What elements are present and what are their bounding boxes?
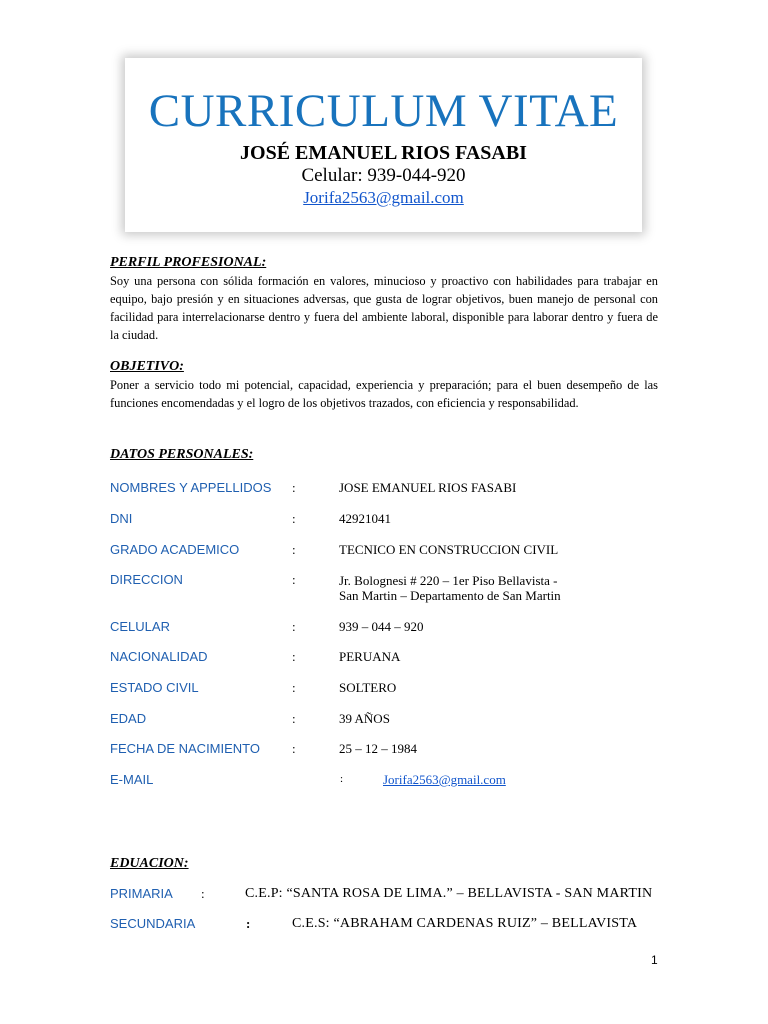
cv-title: CURRICULUM VITAE <box>148 85 619 137</box>
estado-civil-value: SOLTERO <box>339 680 397 695</box>
celular-value: 939 – 044 – 920 <box>339 619 424 634</box>
primaria-label: PRIMARIA <box>110 886 173 901</box>
edad-label: EDAD <box>110 711 147 726</box>
educacion-row-secundaria <box>0 916 768 940</box>
objetivo-heading: OBJETIVO: <box>110 359 184 374</box>
datos-heading: DATOS PERSONALES: <box>110 447 254 462</box>
educacion-heading: EDUACION: <box>110 856 189 871</box>
fecha-nacimiento-value: 25 – 12 – 1984 <box>339 741 417 756</box>
datos-row-email <box>0 772 768 808</box>
estado-civil-label: ESTADO CIVIL <box>110 680 199 695</box>
colon: : <box>340 773 344 785</box>
colon: : <box>292 542 296 557</box>
nombres-value: JOSE EMANUEL RIOS FASABI <box>339 480 517 495</box>
grado-value: TECNICO EN CONSTRUCCION CIVIL <box>339 542 559 557</box>
direccion-line1: Jr. Bolognesi # 220 – 1er Piso Bellavista - <box>339 573 558 588</box>
secundaria-value: C.E.S: “ABRAHAM CARDENAS RUIZ” – BELLAVISTA <box>292 916 638 931</box>
nombres-label: NOMBRES Y APPELLIDOS <box>110 480 272 495</box>
celular-label: CELULAR <box>110 619 170 634</box>
email-link[interactable]: Jorifa2563@gmail.com <box>383 772 506 787</box>
page-number: 1 <box>651 953 658 967</box>
colon: : <box>292 572 296 587</box>
header-email-link[interactable]: Jorifa2563@gmail.com <box>303 188 464 207</box>
colon: : <box>292 649 296 664</box>
perfil-text: Soy una persona con sólida formación en valores, minucioso y proactivo con habilidades para trabajar en equipo, bajo presión y en situaciones adversas, que gusta de lograr objetivos, buen manejo de personal con facilidad para interrelacionarse dentro y fuera del ambiente laboral, disponible para laborar dentro y fuera de la ciudad. <box>110 274 658 342</box>
colon: : <box>292 680 296 695</box>
colon: : <box>292 741 296 756</box>
dni-value: 42921041 <box>339 511 391 526</box>
fecha-nacimiento-label: FECHA DE NACIMIENTO <box>110 741 261 756</box>
email-label: E-MAIL <box>110 772 154 787</box>
primaria-value: C.E.P: “SANTA ROSA DE LIMA.” – BELLAVISTA - SAN MARTIN <box>245 886 653 901</box>
colon: : <box>201 886 205 901</box>
educacion-row-primaria <box>0 886 768 910</box>
header-box <box>125 58 642 232</box>
dni-label: DNI <box>110 511 133 526</box>
colon: : <box>292 711 296 726</box>
nacionalidad-value: PERUANA <box>339 649 401 664</box>
secundaria-label: SECUNDARIA <box>110 916 196 931</box>
colon: : <box>292 480 296 495</box>
objetivo-text: Poner a servicio todo mi potencial, capacidad, experiencia y preparación; para el buen desempeño de las funciones encomendadas y el logro de los objetivos trazados, con eficiencia y responsabilidad. <box>110 378 658 410</box>
nacionalidad-label: NACIONALIDAD <box>110 649 208 664</box>
direccion-label: DIRECCION <box>110 572 183 587</box>
colon: : <box>246 916 251 931</box>
datos-row-direccion <box>0 572 768 612</box>
colon: : <box>292 511 296 526</box>
header-phone: Celular: 939-044-920 <box>301 165 466 186</box>
grado-label: GRADO ACADEMICO <box>110 542 240 557</box>
direccion-line2: San Martin – Departamento de San Martin <box>339 588 561 603</box>
colon: : <box>292 619 296 634</box>
perfil-heading: PERFIL PROFESIONAL: <box>110 255 267 270</box>
candidate-name: JOSÉ EMANUEL RIOS FASABI <box>240 142 527 164</box>
edad-value: 39 AÑOS <box>339 711 390 726</box>
